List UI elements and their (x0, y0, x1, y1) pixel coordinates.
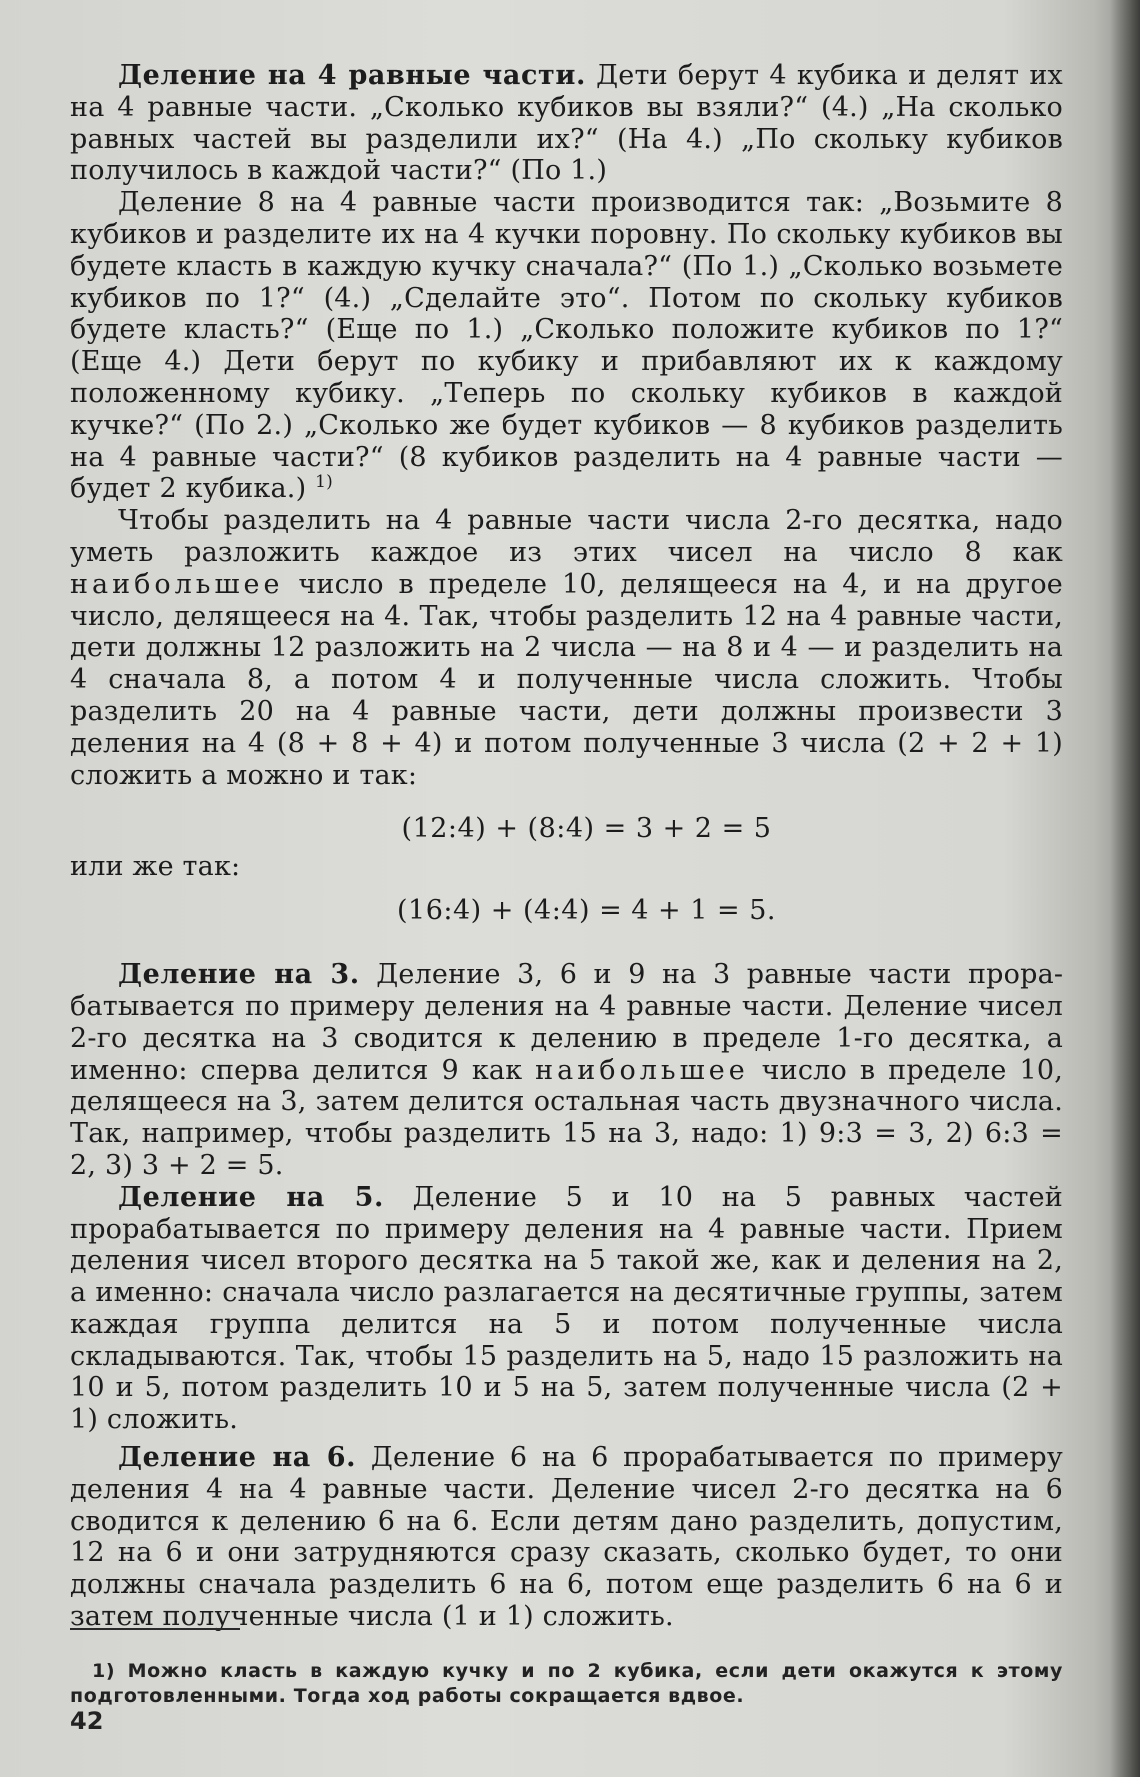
paragraph-division-by-4 (70, 60, 1063, 187)
section-heading-division-6: Деление на 6. (118, 1442, 357, 1474)
paragraph-text: Деление 3, 6 и 9 на 3 равные части прорабатывается по примеру деления на 4 равные части. Деление чисел 2-го десятка на 3 сводится к делению в пределе 1-го десятка, а именно: сперва делится 9 как (70, 959, 1063, 1086)
page-spine-shadow (1110, 0, 1140, 1777)
or-line: или же так: (70, 851, 241, 883)
paragraph-text: Деление 8 на 4 равные части производится так: „Возьмите 8 кубиков и разделите их на 4 кучки поровну. По скольку кубиков вы будете класть в каждую кучку сначала?“ (По 1.) „Сколько возьмете кубиков по 1?“ (4.) „Сделайте это“. Потом по скольку кубиков будете класть?“ (Еще по 1.) „Сколько положите кубиков по 1?“ (Еще 4.) Дети берут по кубику и прибавляют их к каждому положенному кубику. „Теперь по скольку кубиков в каждой кучке?“ (По 2.) „Сколько же будет кубиков — 8 кубиков разделить на 4 равные части?“ (8 кубиков разделить на 4 равные части — будет 2 кубика.) (70, 187, 1063, 505)
section-heading-division-3: Деление на 3. (118, 959, 360, 991)
paragraph-8-by-4 (70, 187, 1063, 505)
section-heading-division-4: Деление на 4 равные части. (118, 60, 586, 91)
paragraph-division-by-6 (70, 1442, 1063, 1633)
footnote-reference: 1) (315, 472, 333, 493)
paragraph-text: число в пределе 10, делящееся на 4, и на другое число, делящееся на 4. Так, чтобы разделить 12 на 4 равные части, дети должны 12 разложить на 2 числа — на 8 и 4 — и разделить на 4 сначала 8, а потом 4 и полученные числа сложить. Чтобы разделить 20 на 4 равные части, дети должны произвести 3 деления на 4 (8 + 8 + 4) и потом полученные 3 числа (2 + 2 + 1) сложить а можно и так: (70, 568, 1063, 791)
formula-2: (16:4) + (4:4) = 4 + 1 = 5. (397, 895, 776, 927)
paragraph-second-decade-by-4 (70, 505, 1063, 791)
paragraph-division-by-5 (70, 1182, 1063, 1436)
paragraph-text: Деление 6 на 6 прорабатывается по примеру деления 4 на 4 равные части. Деление чисел 2-го десятка на 6 сводится к делению 6 на 6. Если детям дано разделить, допустим, 12 на 6 и они затрудняются сразу сказать, сколько будет, то они должны сначала разделить 6 на 6, потом еще разделить 6 на 6 и затем полученные числа (1 и 1) сложить. (70, 1442, 1063, 1633)
page-number: 42 (70, 1707, 104, 1735)
spaced-emphasis: наибольшее (70, 568, 284, 600)
paragraph-text: Дети берут 4 кубика и делят их на 4 равные части. „Сколько кубиков вы взяли?“ (4.) „На сколько равных частей вы разделили их?“ (На 4.) „По скольку кубиков получилось в каждой части?“ (По 1.) (70, 60, 1063, 187)
section-heading-division-5: Деление на 5. (118, 1181, 385, 1213)
spaced-emphasis: наибольшее (535, 1054, 749, 1086)
paragraph-division-by-3 (70, 959, 1063, 1182)
footnote-divider (70, 1628, 240, 1630)
formula-1: (12:4) + (8:4) = 3 + 2 = 5 (401, 813, 772, 845)
paragraph-text: число в пределе 10, делящееся на 3, затем делится остальная часть двузначного числа. Так, например, чтобы разделить 15 на 3, надо: 1) 9:3 = 3, 2) 6:3 = 2, 3) 3 + 2 = 5. (70, 1054, 1063, 1181)
main-text (70, 60, 1063, 1633)
footnote: 1) Можно класть в каждую кучку и по 2 кубика, если дети окажутся к этому подготовленными. Тогда ход работы сокращается вдвое. (70, 1660, 1063, 1707)
paragraph-text: Деление 5 и 10 на 5 равных частей прорабатывается по примеру деления на 4 равные части. Прием деления чисел второго десятка на 5 такой же, как и деления на 2, а именно: сначала число разлагается на десятичные группы, затем каждая группа делится на 5 и потом полученные числа складываются. Так, чтобы 15 разделить на 5, надо 15 разложить на 10 и 5, потом разделить 10 и 5 на 5, затем полученные числа (2 + 1) сложить. (70, 1181, 1063, 1436)
paragraph-text: Чтобы разделить на 4 равные части числа 2-го десятка, надо уметь разложить каждое из этих чисел на число 8 как (70, 505, 1063, 568)
